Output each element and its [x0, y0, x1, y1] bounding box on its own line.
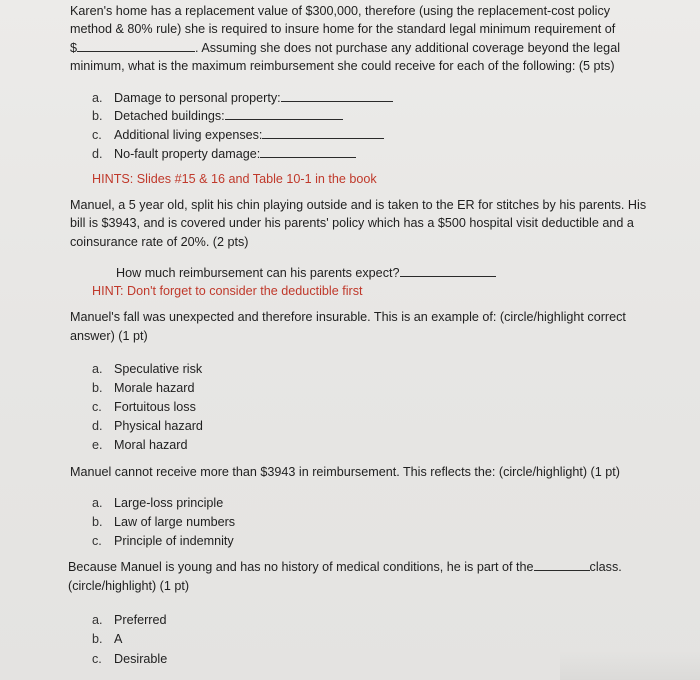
q3-option-b[interactable]: b. Morale hazard [92, 381, 195, 395]
q1-item-d: d. No-fault property damage: [92, 145, 356, 163]
q3-line1: Manuel's fall was unexpected and therefore insurable. This is an example of: (circle/highlight correct [70, 310, 626, 324]
q4-option-c[interactable]: c. Principle of indemnity [92, 534, 234, 548]
q1-item-b-blank[interactable] [225, 107, 343, 120]
q1-line4: minimum, what is the maximum reimbursement she could receive for each of the following: (5 pts) [70, 59, 615, 73]
q1-item-a-blank[interactable] [281, 89, 393, 102]
q1-item-a: a. Damage to personal property: [92, 89, 393, 107]
q4-option-b[interactable]: b. Law of large numbers [92, 515, 236, 529]
q1-item-d-blank[interactable] [260, 145, 356, 158]
q3-option-d[interactable]: d. Physical hazard [92, 419, 203, 433]
q1-minimum-blank[interactable] [77, 39, 195, 52]
q1-hint: HINTS: Slides #15 & 16 and Table 10-1 in the book [92, 172, 377, 186]
q1-line3 [70, 39, 620, 57]
q2-question: How much reimbursement can his parents expect? [116, 264, 496, 282]
q5-line2: (circle/highlight) (1 pt) [68, 579, 190, 593]
q3-option-c[interactable]: c. Fortuitous loss [92, 400, 196, 414]
q4-line1: Manuel cannot receive more than $3943 in reimbursement. This reflects the: (circle/highlight) (1 pt) [70, 465, 620, 479]
q5-option-b[interactable]: b. A [92, 632, 123, 646]
q1-item-b: b. Detached buildings: [92, 107, 343, 125]
q5-option-a[interactable]: a. Preferred [92, 613, 167, 627]
q1-line3-text: . Assuming she does not purchase any additional coverage beyond the legal [195, 41, 620, 55]
q3-line2: answer) (1 pt) [70, 329, 148, 343]
q1-line1: Karen's home has a replacement value of $300,000, therefore (using the replacement-cost policy [70, 4, 611, 18]
q5-option-c[interactable]: c. Desirable [92, 652, 168, 666]
q2-answer-blank[interactable] [400, 264, 496, 277]
q3-option-a[interactable]: a. Speculative risk [92, 362, 203, 376]
q1-item-c-blank[interactable] [262, 126, 384, 139]
q2-hint: HINT: Don't forget to consider the deductible first [92, 284, 363, 298]
q3-option-e[interactable]: e. Moral hazard [92, 438, 188, 452]
q1-item-c: c. Additional living expenses: [92, 126, 384, 144]
q5-class-blank[interactable] [534, 558, 590, 571]
q2-line1: Manuel, a 5 year old, split his chin playing outside and is taken to the ER for stitches by his parents. His [70, 198, 647, 212]
q2-line2: bill is $3943, and is covered under his parents' policy which has a $500 hospital visit deductible and a [70, 216, 634, 230]
q1-dollar-sign: $ [70, 41, 78, 55]
q5-line1: Because Manuel is young and has no history of medical conditions, he is part of the class. [68, 560, 622, 574]
q4-option-a[interactable]: a. Large-loss principle [92, 496, 224, 510]
q2-line3: coinsurance rate of 20%. (2 pts) [70, 235, 249, 249]
q1-line2: method & 80% rule) she is required to insure home for the standard legal minimum requirement of [70, 22, 616, 36]
page-shadow [560, 650, 700, 680]
